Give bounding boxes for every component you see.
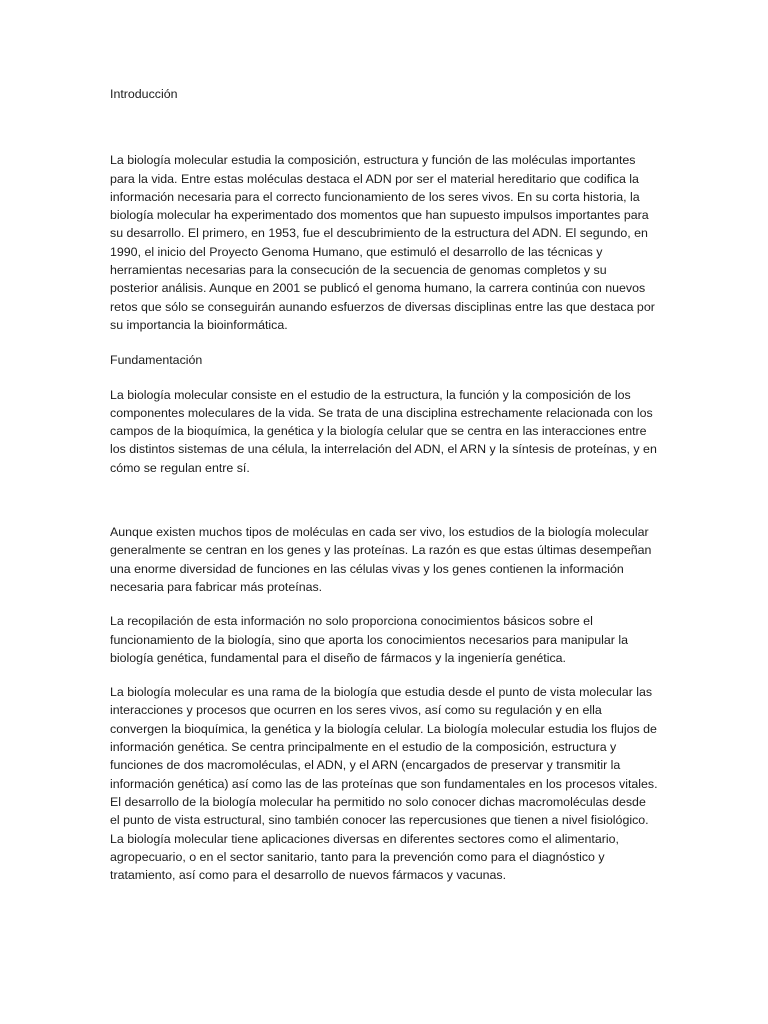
- paragraph-fundamentacion-4: La biología molecular es una rama de la biología que estudia desde el punto de vista molecular las interacciones y procesos que ocurren en los seres vivos, así como su regulación y en ella convergen la bioquímica, la genética y la biología celular. La biología molecular estudia los flujos de información genética. Se centra principalmente en el estudio de la composición, estructura y funciones de dos macromoléculas, el ADN, y el ARN (encargados de preservar y transmitir la información genética) así como las de las proteínas que son fundamentales en los procesos vitales. El desarrollo de la biología molecular ha permitido no solo conocer dichas macromoléculas desde el punto de vista estructural, sino también conocer las repercusiones que tienen a nivel fisiológico. La biología molecular tiene aplicaciones diversas en diferentes sectores como el alimentario, agropecuario, o en el sector sanitario, tanto para la prevención como para el diagnóstico y tratamiento, así como para el desarrollo de nuevos fármacos y vacunas.: [110, 685, 658, 883]
- paragraph-fundamentacion-1: La biología molecular consiste en el estudio de la estructura, la función y la composición de los componentes moleculares de la vida. Se trata de una disciplina estrechamente relacionada con los campos de la bioquímica, la genética y la biología celular que se centra en las interacciones entre los distintos sistemas de una célula, la interrelación del ADN, el ARN y la síntesis de proteínas, y en cómo se regulan entre sí.: [110, 387, 657, 475]
- document-body: [110, 85, 658, 884]
- paragraph-intro: La biología molecular estudia la composición, estructura y función de las moléculas importantes para la vida. Entre estas moléculas destaca el ADN por ser el material hereditario que codifica la información necesaria para el correcto funcionamiento de los seres vivos. En su corta historia, la biología molecular ha experimentado dos momentos que han supuesto impulsos importantes para su desarrollo. El primero, en 1953, fue el descubrimiento de la estructura del ADN. El segundo, en 1990, el inicio del Proyecto Genoma Humano, que estimuló el desarrollo de las técnicas y herramientas necesarias para la consecución de la secuencia de genomas completos y su posterior análisis. Aunque en 2001 se publicó el genoma humano, la carrera continúa con nuevos retos que sólo se conseguirán aunando esfuerzos de diversas disciplinas entre las que destaca por su importancia la bioinformática.: [110, 153, 655, 332]
- heading-fundamentacion: Fundamentación: [110, 353, 203, 368]
- heading-introduccion: Introducción: [110, 87, 178, 101]
- paragraph-fundamentacion-3: La recopilación de esta información no solo proporciona conocimientos básicos sobre el funcionamiento de la biología, sino que aporta los conocimientos necesarios para manipular la biología genética, fundamental para el diseño de fármacos y la ingeniería genética.: [110, 614, 628, 665]
- paragraph-fundamentacion-2: Aunque existen muchos tipos de moléculas en cada ser vivo, los estudios de la biología molecular generalmente se centran en los genes y las proteínas. La razón es que estas últimas desempeñan una enorme diversidad de funciones en las células vivas y los genes contienen la información necesaria para fabricar más proteínas.: [110, 525, 652, 594]
